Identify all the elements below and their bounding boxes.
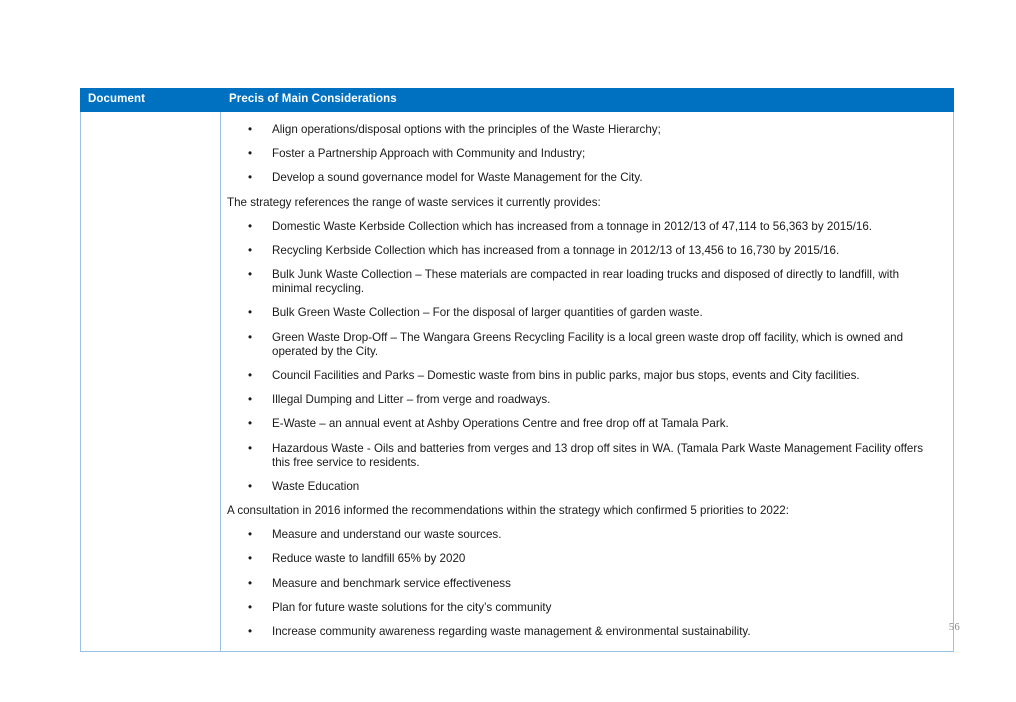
- precis-bullet-list: [227, 215, 940, 500]
- table-header: [81, 89, 954, 112]
- precis-bullet-item: • Bulk Junk Waste Collection – These materials are compacted in rear loading trucks and disposed of directly to landfill, with minimal recycling.: [227, 263, 940, 301]
- precis-bullet-item: • Measure and benchmark service effectiveness: [227, 572, 940, 596]
- precis-bullet-item: • Align operations/disposal options with the principles of the Waste Hierarchy;: [227, 118, 940, 142]
- precis-bullet-item: • Hazardous Waste - Oils and batteries from verges and 13 drop off sites in WA. (Tamala Park Waste Management Facility offers this free service to residents.: [227, 437, 940, 475]
- precis-content-blocks: [227, 118, 940, 644]
- table-header-row: [81, 89, 954, 112]
- precis-bullet-item: • Reduce waste to landfill 65% by 2020: [227, 547, 940, 571]
- precis-paragraph: The strategy references the range of waste services it currently provides:: [227, 195, 601, 209]
- precis-paragraph: A consultation in 2016 informed the recommendations within the strategy which confirmed 5 priorities to 2022:: [227, 504, 789, 518]
- cell-document-name: [81, 112, 221, 652]
- column-header-document: Document: [81, 89, 221, 112]
- page-number: 56: [948, 622, 960, 633]
- table-row: [81, 112, 954, 652]
- precis-bullet-item: • E-Waste – an annual event at Ashby Operations Centre and free drop off at Tamala Park.: [227, 412, 940, 436]
- considerations-table: [80, 88, 954, 652]
- precis-bullet-item: • Green Waste Drop-Off – The Wangara Greens Recycling Facility is a local green waste drop off facility, which is owned and operated by the City.: [227, 326, 940, 364]
- precis-bullet-item: • Bulk Green Waste Collection – For the disposal of larger quantities of garden waste.: [227, 301, 940, 325]
- column-header-precis: Precis of Main Considerations: [221, 89, 954, 112]
- precis-bullet-list: [227, 118, 940, 191]
- precis-bullet-item: • Domestic Waste Kerbside Collection which has increased from a tonnage in 2012/13 of 47,114 to 56,363 by 2015/16.: [227, 215, 940, 239]
- cell-precis-content: [221, 112, 954, 652]
- table-body: [81, 112, 954, 652]
- precis-bullet-item: • Foster a Partnership Approach with Community and Industry;: [227, 142, 940, 166]
- precis-bullet-item: • Waste Education: [227, 475, 940, 499]
- precis-bullet-item: • Increase community awareness regarding waste management & environmental sustainability.: [227, 620, 940, 644]
- precis-bullet-list: [227, 523, 940, 644]
- precis-bullet-item: • Develop a sound governance model for Waste Management for the City.: [227, 166, 940, 190]
- precis-bullet-item: • Illegal Dumping and Litter – from verge and roadways.: [227, 388, 940, 412]
- precis-bullet-item: • Plan for future waste solutions for the city’s community: [227, 596, 940, 620]
- precis-bullet-item: • Measure and understand our waste sources.: [227, 523, 940, 547]
- precis-bullet-item: • Recycling Kerbside Collection which has increased from a tonnage in 2012/13 of 13,456 to 16,730 by 2015/16.: [227, 239, 940, 263]
- precis-bullet-item: • Council Facilities and Parks – Domestic waste from bins in public parks, major bus stops, events and City facilities.: [227, 364, 940, 388]
